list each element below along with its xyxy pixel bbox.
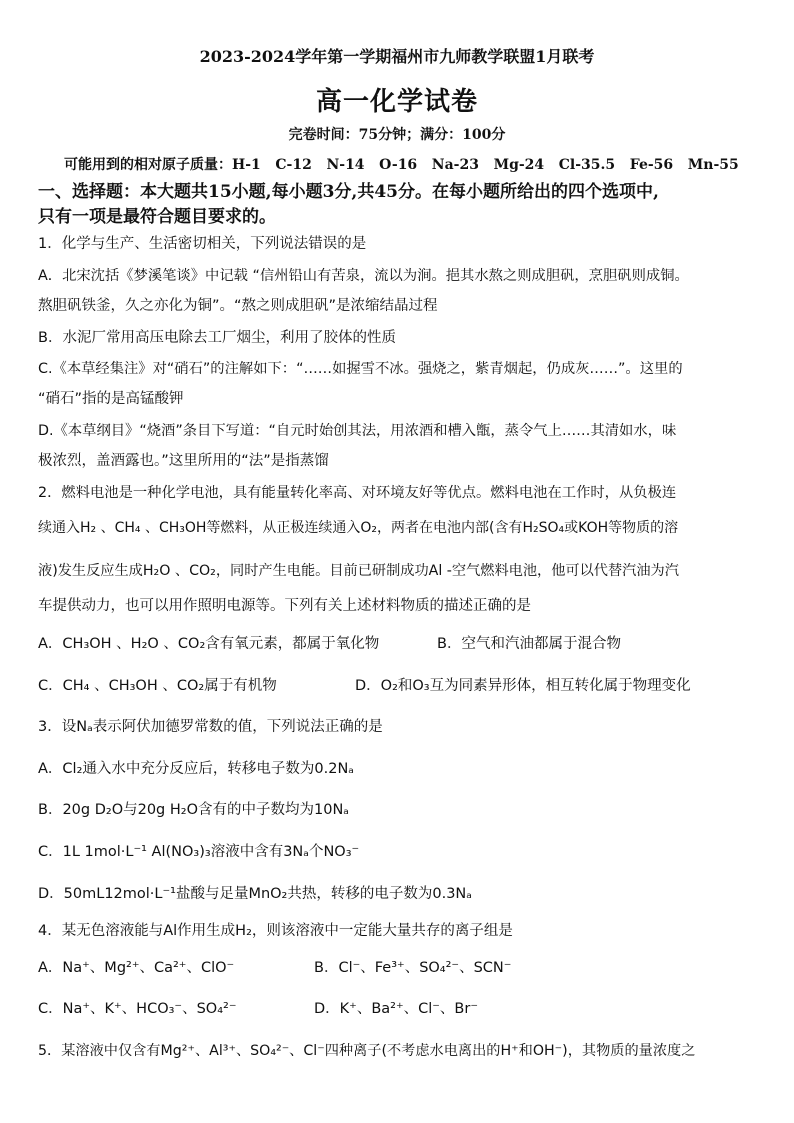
q4-stem: 4．某无色溶液能与Al作用生成H₂，则该溶液中一定能大量共存的离子组是 — [38, 923, 513, 939]
section-heading-cont: 只有一项是最符合题目要求的。 — [38, 207, 276, 227]
q3-stem: 3．设Nₐ表示阿伏加德罗常数的值，下列说法正确的是 — [38, 719, 383, 735]
exam-title: 2023-2024学年第一学期福州市九师教学联盟1月联考 — [199, 47, 595, 66]
q2-stem-cont-3: 车提供动力，也可以用作照明电源等。下列有关上述材料物质的描述正确的是 — [38, 598, 531, 614]
q2-stem-cont-2: 液)发生反应生成H₂O 、CO₂，同时产生电能。目前已研制成功Al -空气燃料电池，他可以代替汽油为汽 — [38, 563, 679, 579]
q4-option-d: D．K⁺、Ba²⁺、Cl⁻、Br⁻ — [314, 1001, 478, 1017]
paper-title: 高一化学试卷 — [315, 87, 478, 117]
q1-option-c-cont: “硝石”指的是高锰酸钾 — [38, 391, 184, 407]
q4-option-c: C．Na⁺、K⁺、HCO₃⁻、SO₄²⁻ — [38, 1001, 237, 1017]
q2-stem: 2．燃料电池是一种化学电池，具有能量转化率高、对环境友好等优点。燃料电池在工作时，从负极连 — [38, 485, 677, 501]
q2-option-d: D．O₂和O₃互为同素异形体，相互转化属于物理变化 — [355, 678, 691, 694]
q1-option-d: D.《本草纲目》“烧酒”条目下写道：“自元时始创其法，用浓酒和槽入甑，蒸令气上……其清如水，味 — [38, 423, 677, 439]
q4-option-b: B．Cl⁻、Fe³⁺、SO₄²⁻、SCN⁻ — [314, 960, 512, 976]
q1-stem: 1．化学与生产、生活密切相关，下列说法错误的是 — [38, 236, 367, 252]
q2-stem-cont-1: 续通入H₂ 、CH₄ 、CH₃OH等燃料，从正极连续通入O₂，两者在电池内部(含有H₂SO₄或KOH等物质的溶 — [38, 520, 679, 536]
q2-option-c: C．CH₄ 、CH₃OH 、CO₂属于有机物 — [38, 678, 277, 694]
q5-stem: 5．某溶液中仅含有Mg²⁺、Al³⁺、SO₄²⁻、Cl⁻四种离子(不考虑水电离出的H⁺和OH⁻)，其物质的量浓度之 — [38, 1043, 696, 1059]
q1-option-c: C.《本草经集注》对“硝石”的注解如下：“……如握雪不冰。强烧之，紫青烟起，仍成灰……”。这里的 — [38, 361, 683, 377]
q1-option-a: A．北宋沈括《梦溪笔谈》中记载 “信州铅山有苦泉，流以为涧。挹其水熬之则成胆矾，烹胆矾则成铜。 — [38, 268, 689, 284]
q2-option-b: B．空气和汽油都属于混合物 — [437, 636, 621, 652]
q1-option-b: B．水泥厂常用高压电除去工厂烟尘，利用了胶体的性质 — [38, 330, 396, 346]
q3-option-b: B．20g D₂O与20g H₂O含有的中子数均为10Nₐ — [38, 802, 349, 818]
atomic-masses-line: 可能用到的相对原子质量：H-1 C-12 N-14 O-16 Na-23 Mg-24 Cl-35.5 Fe-56 Mn-55 — [64, 157, 739, 173]
q3-option-d: D．50mL12mol·L⁻¹盐酸与足量MnO₂共热，转移的电子数为0.3Nₐ — [38, 886, 472, 902]
q2-option-a: A．CH₃OH 、H₂O 、CO₂含有氧元素，都属于氧化物 — [38, 636, 380, 652]
q3-option-a: A．Cl₂通入水中充分反应后，转移电子数为0.2Nₐ — [38, 761, 354, 777]
q4-option-a: A．Na⁺、Mg²⁺、Ca²⁺、ClO⁻ — [38, 960, 235, 976]
section-heading: 一、选择题：本大题共15小题,每小题3分,共45分。在每小题所给出的四个选项中, — [38, 182, 659, 202]
q1-option-d-cont: 极浓烈，盖酒露也。”这里所用的“法”是指蒸馏 — [38, 453, 329, 469]
time-score-line: 完卷时间：75分钟；满分：100分 — [288, 127, 506, 143]
q3-option-c: C．1L 1mol·L⁻¹ Al(NO₃)₃溶液中含有3Nₐ个NO₃⁻ — [38, 844, 360, 860]
q1-option-a-cont: 熬胆矾铁釜，久之亦化为铜”。“熬之则成胆矾”是浓缩结晶过程 — [38, 298, 438, 314]
